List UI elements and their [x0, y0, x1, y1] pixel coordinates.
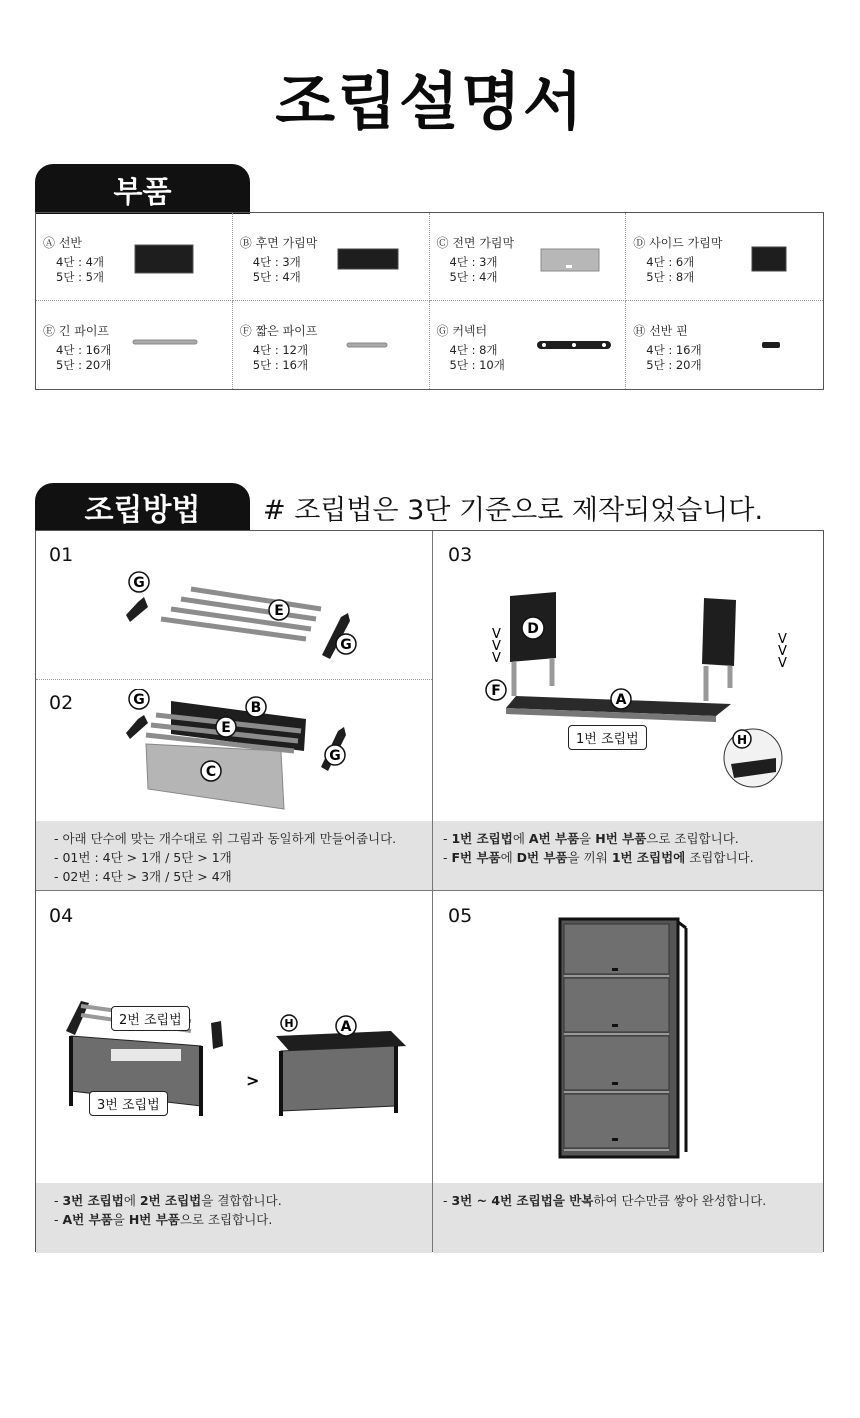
part-cell-long-pipe: [36, 301, 233, 389]
part-count-4: 4단 : 3개: [252, 255, 301, 269]
part-count-5: 5단 : 10개: [449, 358, 505, 372]
marker-g: G: [329, 748, 341, 764]
part-count-4: 4단 : 12개: [252, 343, 309, 357]
marker-e: E: [274, 603, 284, 619]
part-name: Ⓓ 사이드 가림막: [633, 236, 723, 250]
part-count: [56, 255, 104, 285]
part-count-5: 5단 : 4개: [252, 270, 301, 284]
marker-h: H: [284, 1017, 294, 1030]
part-cell-connector: [430, 301, 627, 389]
part-name: Ⓑ 후면 가림막: [239, 236, 318, 250]
desc-line: - 3번 조립법에 2번 조립법을 결합합니다.: [54, 1193, 282, 1208]
shelf-icon: [134, 244, 194, 274]
grid-divider-horizontal: [36, 890, 823, 891]
down-arrow-icon: V: [778, 644, 787, 659]
down-arrow-icon: V: [778, 632, 787, 647]
grid-divider-vertical: [432, 531, 433, 1251]
step-number-01: 01: [49, 544, 74, 566]
part-count: [646, 343, 701, 373]
marker-e: E: [221, 720, 231, 736]
step05-illustration: [556, 916, 691, 1161]
step-number-02: 02: [49, 692, 74, 714]
marker-g: G: [133, 575, 145, 591]
part-count-5: 5단 : 8개: [646, 270, 695, 284]
part-count: [646, 255, 694, 285]
desc-step-04: [36, 1183, 432, 1253]
down-arrow-icon: V: [492, 627, 501, 642]
desc-line: - 1번 조립법에 A번 부품을 H번 부품으로 조립합니다.: [443, 831, 739, 846]
step-number-05: 05: [448, 905, 473, 927]
part-count: [450, 343, 505, 373]
method-note: # 조립법은 3단 기준으로 제작되었습니다.: [263, 495, 764, 526]
part-count: [56, 343, 111, 373]
part-cell-short-pipe: [233, 301, 430, 389]
part-name: Ⓔ 긴 파이프: [43, 324, 109, 338]
part-name: Ⓕ 짧은 파이프: [239, 324, 318, 338]
method-grid: [35, 530, 824, 1252]
part-count-4: 4단 : 8개: [449, 343, 498, 357]
page-title: 조립설명서: [275, 65, 585, 138]
part-cell-back-cover: [233, 213, 430, 301]
part-count-5: 5단 : 20개: [56, 358, 112, 372]
step-number-04: 04: [49, 905, 74, 927]
part-count-5: 5단 : 5개: [56, 270, 105, 284]
part-count-4: 4단 : 4개: [56, 255, 105, 269]
side-cover-icon: [751, 246, 787, 272]
desc-line: - 아래 단수에 맞는 개수대로 위 그림과 동일하게 만들어줍니다.: [54, 831, 397, 846]
marker-g: G: [340, 637, 352, 653]
marker-g: G: [133, 692, 145, 708]
part-name: Ⓗ 선반 핀: [633, 324, 688, 338]
step-divider-dotted: [36, 679, 432, 680]
part-count-5: 5단 : 20개: [646, 358, 702, 372]
part-count-4: 4단 : 3개: [449, 255, 498, 269]
part-name: Ⓖ 커넥터: [436, 324, 488, 338]
marker-c: C: [205, 764, 217, 780]
marker-d: D: [527, 621, 539, 637]
part-count-4: 4단 : 16개: [56, 343, 112, 357]
short-pipe-icon: [346, 341, 388, 349]
connector-icon: [536, 339, 612, 351]
part-name: Ⓒ 전면 가림막: [436, 236, 515, 250]
part-name: Ⓐ 선반: [43, 236, 82, 250]
part-count-5: 5단 : 16개: [252, 358, 309, 372]
shelf-pin-icon: [761, 340, 781, 350]
marker-a: A: [340, 1019, 352, 1035]
marker-f: F: [491, 683, 501, 699]
desc-line: - F번 부품에 D번 부품을 끼워 1번 조립법에 조립합니다.: [443, 850, 754, 865]
part-count: [450, 255, 498, 285]
part-cell-shelf: [36, 213, 233, 301]
part-cell-front-cover: [430, 213, 627, 301]
desc-line: - 02번 : 4단 > 3개 / 5단 > 4개: [54, 869, 232, 884]
desc-line: - 01번 : 4단 > 1개 / 5단 > 1개: [54, 850, 232, 865]
long-pipe-icon: [132, 338, 198, 346]
marker-a: A: [615, 692, 627, 708]
parts-section-tab: 부품: [35, 164, 250, 214]
down-arrow-icon: V: [492, 639, 501, 654]
label-assembly-3: 3번 조립법: [89, 1091, 168, 1116]
desc-step-05: [433, 1183, 823, 1253]
method-section-tab: 조립방법: [35, 483, 250, 531]
marker-b: B: [250, 700, 262, 716]
part-count: [253, 343, 308, 373]
step01-illustration: [116, 567, 366, 667]
back-cover-icon: [337, 248, 399, 270]
part-count: [253, 255, 301, 285]
label-assembly-2: 2번 조립법: [111, 1006, 190, 1031]
parts-table: [35, 212, 824, 390]
part-count-5: 5단 : 4개: [449, 270, 498, 284]
desc-steps-01-02: [36, 821, 432, 890]
step03-illustration: [476, 586, 801, 791]
front-cover-icon: [540, 248, 600, 272]
down-arrow-icon: V: [492, 651, 501, 666]
down-arrow-icon: V: [778, 656, 787, 671]
step-number-03: 03: [448, 544, 473, 566]
arrow-right-icon: >: [246, 1071, 260, 1090]
step02-illustration: [116, 689, 366, 811]
desc-line: - 3번 ~ 4번 조립법을 반복하여 단수만큼 쌓아 완성합니다.: [443, 1193, 767, 1208]
part-count-4: 4단 : 6개: [646, 255, 695, 269]
label-assembly-1: 1번 조립법: [568, 725, 647, 750]
part-count-4: 4단 : 16개: [646, 343, 702, 357]
desc-line: - A번 부품을 H번 부품으로 조립합니다.: [54, 1212, 273, 1227]
desc-step-03: [433, 821, 823, 890]
part-cell-side-cover: [626, 213, 823, 301]
marker-h: H: [736, 733, 748, 747]
part-cell-shelf-pin: [626, 301, 823, 389]
